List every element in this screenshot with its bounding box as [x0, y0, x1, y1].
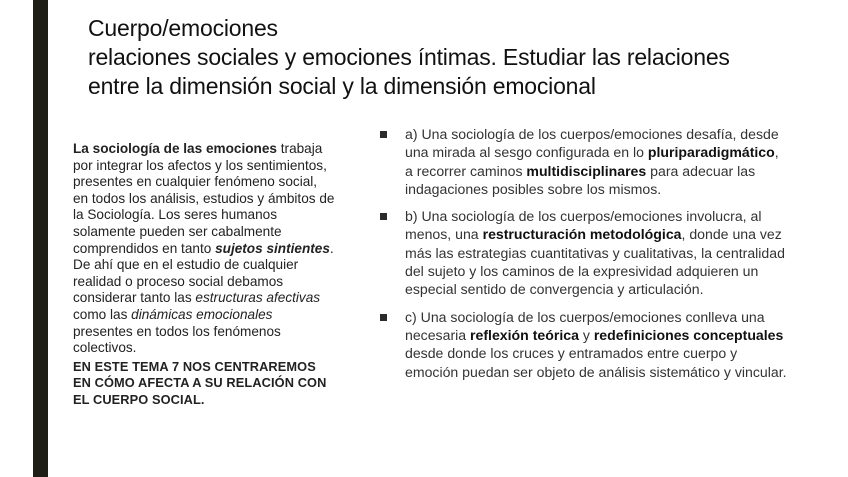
- bullet-item-a: [380, 125, 790, 198]
- bullet-a-bold-1: pluriparadigmático: [647, 144, 775, 161]
- left-italic-1: estructuras afectivas: [195, 290, 321, 306]
- square-bullet-icon: [380, 213, 387, 220]
- left-text-d: presentes en todos los fenómenos colectivos.: [73, 323, 281, 356]
- bullet-item-b: [380, 207, 790, 298]
- bullet-c-text-2: y: [578, 326, 594, 343]
- bullet-a-bold-2: multidisciplinares: [526, 162, 647, 179]
- bullet-a-text-3: para adecuar las indagaciones posibles sobre los mismos.: [405, 162, 756, 197]
- bullet-a-text-2: , a recorrer caminos: [405, 144, 779, 179]
- decorative-left-bar: [33, 0, 48, 477]
- square-bullet-icon: [380, 314, 387, 321]
- left-italic-2: dinámicas emocionales: [131, 306, 273, 322]
- left-bold-lead: La sociología de las emociones: [73, 141, 277, 156]
- bullet-a-text-1: a) Una sociología de los cuerpos/emociones desafía, desde una mirada al sesgo configurada en lo: [405, 126, 779, 161]
- bullet-c-bold-1: reflexión teórica: [470, 326, 579, 343]
- title-line-1: Cuerpo/emociones: [88, 15, 278, 41]
- bullet-b-bold-1: restructuración metodológica: [482, 226, 682, 243]
- bullet-item-c: [380, 308, 790, 381]
- bullet-c-bold-2: redefiniciones conceptuales: [593, 326, 784, 343]
- left-text-c: como las: [73, 306, 132, 322]
- left-text-a: trabaja por integrar los afectos y los sentimientos, presentes en cualquier fenómeno social, en todos los análisis, estudios y ámbitos de la Sociología. Los seres humanos solamente pueden ser cabalmente comprendidos en tanto: [73, 141, 335, 256]
- slide-title: [88, 14, 828, 101]
- left-text-block: [73, 141, 335, 409]
- title-line-2: relaciones sociales y emociones íntimas. Estudiar las relaciones: [88, 44, 730, 70]
- bullet-b-text-2: , donde una vez más las estrategias cuantitativas y cualitativas, la centralidad del sujeto y los caminos de la expresividad adquieren un especial sentido de convergencia y articulación.: [405, 226, 785, 298]
- left-caps-note: EN ESTE TEMA 7 NOS CENTRAREMOS EN CÓMO AFECTA A SU RELACIÓN CON EL CUERPO SOCIAL.: [73, 358, 327, 407]
- bullet-c-text-1: c) Una sociología de los cuerpos/emociones conlleva una necesaria: [405, 308, 765, 343]
- square-bullet-icon: [380, 131, 387, 138]
- bullet-b-text-1: b) Una sociología de los cuerpos/emociones involucra, al menos, una: [405, 208, 762, 243]
- title-line-3: entre la dimensión social y la dimensión emocional: [88, 73, 596, 99]
- bullet-c-text-3: desde donde los cruces y entramados entre cuerpo y emoción puedan ser objeto de análisis sistemático y vincular.: [405, 345, 787, 380]
- left-bold-italic: sujetos sintientes: [215, 240, 330, 256]
- bullet-list: [380, 125, 790, 390]
- left-text-b: . De ahí que en el estudio de cualquier realidad o proceso social debamos considerar tanto las: [73, 240, 334, 306]
